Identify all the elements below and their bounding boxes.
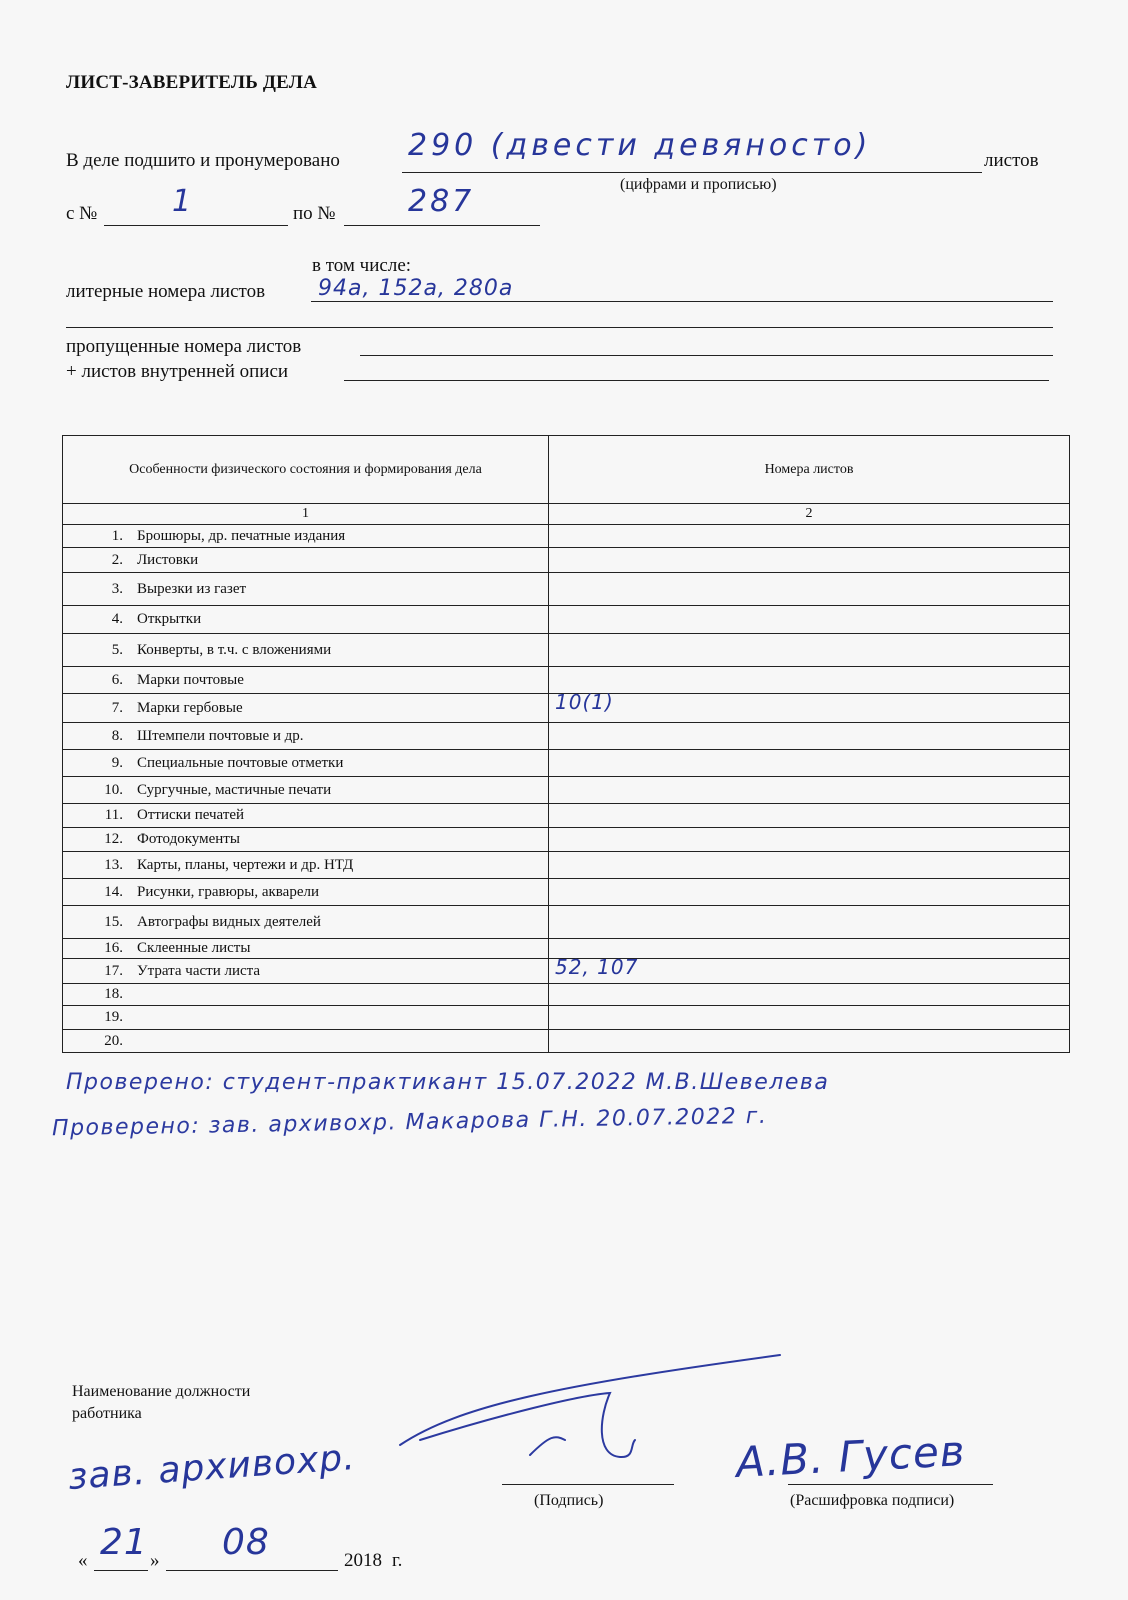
table-row-value bbox=[549, 984, 1070, 1006]
table-row-value bbox=[549, 634, 1070, 667]
date-year: 2018 bbox=[344, 1550, 382, 1571]
filed-caption: (цифрами и прописью) bbox=[620, 176, 777, 193]
table-row-value bbox=[549, 525, 1070, 548]
table-row-value bbox=[549, 548, 1070, 573]
table-row-value bbox=[549, 1030, 1070, 1053]
range-to-label: по № bbox=[293, 203, 336, 224]
table-row: 4. Открытки bbox=[63, 606, 549, 634]
table-row-value: 52, 107 bbox=[549, 959, 1070, 984]
table-row-value bbox=[549, 723, 1070, 750]
filed-suffix: листов bbox=[984, 150, 1039, 171]
table-row-value bbox=[549, 879, 1070, 906]
decoding-underline bbox=[788, 1484, 993, 1485]
table-row: 3. Вырезки из газет bbox=[63, 573, 549, 606]
table-row-value bbox=[549, 750, 1070, 777]
table-row: 5. Конверты, в т.ч. с вложениями bbox=[63, 634, 549, 667]
table-row-value bbox=[549, 828, 1070, 852]
table-row: 2. Листовки bbox=[63, 548, 549, 573]
table-row: 17. Утрата части листа bbox=[63, 959, 549, 984]
check-note-student: Проверено: студент-практикант 15.07.2022 М.В.Шевелева bbox=[66, 1070, 830, 1095]
table-row: 18. bbox=[63, 984, 549, 1006]
position-value: зав. архивохр. bbox=[66, 1437, 357, 1498]
date-day: 21 bbox=[100, 1522, 148, 1563]
table-row: 15. Автографы видных деятелей bbox=[63, 906, 549, 939]
table-header-col1: Особенности физического состояния и формирования дела bbox=[63, 436, 549, 504]
table-row: 8. Штемпели почтовые и др. bbox=[63, 723, 549, 750]
range-to-underline bbox=[344, 225, 540, 226]
date-close-quote: » bbox=[150, 1550, 160, 1571]
table-row: 10. Сургучные, мастичные печати bbox=[63, 777, 549, 804]
table-row-value: 10(1) bbox=[549, 694, 1070, 723]
table-row: 9. Специальные почтовые отметки bbox=[63, 750, 549, 777]
table-row-value bbox=[549, 852, 1070, 879]
date-day-underline bbox=[94, 1570, 148, 1571]
table-row-value bbox=[549, 667, 1070, 694]
table-header-col2: Номера листов bbox=[549, 436, 1070, 504]
filed-handwritten: 290 (двести девяносто) bbox=[408, 128, 872, 163]
filed-underline bbox=[402, 172, 982, 173]
table-row-value bbox=[549, 1006, 1070, 1030]
table-row: 1. Брошюры, др. печатные издания bbox=[63, 525, 549, 548]
physical-state-table bbox=[62, 435, 1070, 1053]
range-to-value: 287 bbox=[408, 184, 475, 219]
page-title: ЛИСТ-ЗАВЕРИТЕЛЬ ДЕЛА bbox=[66, 72, 318, 93]
inner-inventory-underline bbox=[344, 380, 1049, 381]
table-row: 14. Рисунки, гравюры, акварели bbox=[63, 879, 549, 906]
table-row-value bbox=[549, 573, 1070, 606]
table-row: 20. bbox=[63, 1030, 549, 1053]
blank-underline bbox=[66, 327, 1053, 328]
table-row: 19. bbox=[63, 1006, 549, 1030]
table-row-value bbox=[549, 777, 1070, 804]
decoding-caption: (Расшифровка подписи) bbox=[790, 1492, 955, 1509]
table-row: 6. Марки почтовые bbox=[63, 667, 549, 694]
table-colnum-1: 1 bbox=[63, 504, 549, 525]
filed-label: В деле подшито и пронумеровано bbox=[66, 150, 340, 171]
table-row-value bbox=[549, 906, 1070, 939]
table-row: 16. Склеенные листы bbox=[63, 939, 549, 959]
table-colnum-2: 2 bbox=[549, 504, 1070, 525]
letter-sheets-underline bbox=[311, 301, 1053, 302]
date-open-quote: « bbox=[78, 1550, 88, 1571]
table-row: 13. Карты, планы, чертежи и др. НТД bbox=[63, 852, 549, 879]
table-row: 11. Оттиски печатей bbox=[63, 804, 549, 828]
letter-sheets-label: литерные номера листов bbox=[66, 281, 266, 302]
inner-inventory-label: + листов внутренней описи bbox=[66, 361, 289, 382]
letter-sheets-subheading: в том числе: bbox=[312, 255, 412, 276]
range-from-value: 1 bbox=[172, 184, 193, 219]
decoding-value: А.В. Гусев bbox=[734, 1426, 967, 1487]
table-row-value bbox=[549, 804, 1070, 828]
missing-sheets-underline bbox=[360, 355, 1053, 356]
position-label: Наименование должности работника bbox=[72, 1383, 251, 1422]
table-row-value bbox=[549, 606, 1070, 634]
date-month: 08 bbox=[222, 1522, 270, 1563]
table-row: 7. Марки гербовые bbox=[63, 694, 549, 723]
range-from-underline bbox=[104, 225, 288, 226]
check-note-head: Проверено: зав. архивохр. Макарова Г.Н. 20.07.2022 г. bbox=[51, 1103, 768, 1142]
range-from-label: с № bbox=[66, 203, 98, 224]
signature-underline bbox=[502, 1484, 674, 1485]
signature-caption: (Подпись) bbox=[534, 1492, 604, 1509]
table-row: 12. Фотодокументы bbox=[63, 828, 549, 852]
date-month-underline bbox=[166, 1570, 338, 1571]
missing-sheets-label: пропущенные номера листов bbox=[66, 336, 302, 357]
letter-sheets-value: 94а, 152а, 280а bbox=[318, 276, 514, 301]
date-year-suffix: г. bbox=[392, 1550, 403, 1571]
